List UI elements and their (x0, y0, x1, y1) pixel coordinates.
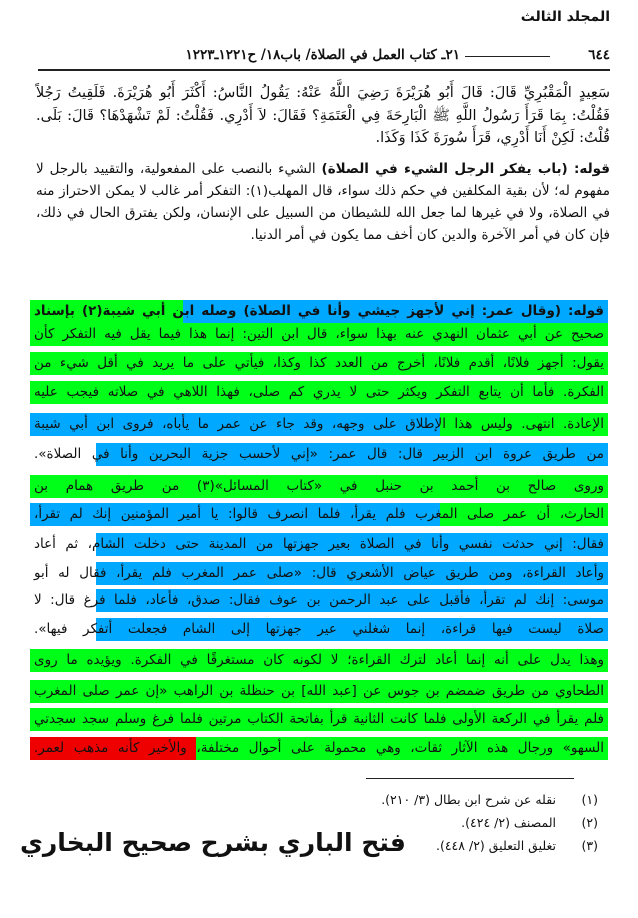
highlighted-line-text: وروى صالح بن أحمد بن حنبل في «كتاب المسائل»(٣) من طريق همام بن (34, 478, 604, 494)
footnote-number: (٣) (581, 838, 598, 853)
highlighted-line (30, 737, 608, 760)
highlighted-line (30, 443, 608, 466)
volume-title: المجلد الثالث (520, 9, 610, 25)
book-title: فتح الباري بشرح صحيح البخاري (20, 828, 406, 857)
highlighted-line-text: يقول: أجهز فلانًا، أقدم فلانًا، أخرج من العدد كذا وكذا، فيأتي على ما يريد في أقل شيء من (34, 355, 604, 371)
highlighted-line-text: الحارث، أن عمر صلى المغرب فلم يقرأ، فلما انصرف قالوا: يا أمير المؤمنين إنك لم تقرأ، (34, 506, 604, 522)
highlighted-line-text: الإعادة. انتهى. وليس هذا الإطلاق على وجهه، وقد جاء عن عمر ما يأباه، فروى ابن أبي شيبة (34, 416, 604, 432)
footnote-item (338, 788, 598, 811)
highlighted-line-text: صلاة ليست فيها قراءة، إنما شغلني عير جهزتها إلى الشام فجعلت أتفكر فيها». (34, 621, 604, 637)
page-number: ٦٤٤ (588, 47, 610, 63)
commentary-intro (36, 158, 610, 246)
highlighted-line-text: وأعاد القراءة، ومن طريق عياض الأشعري قال: «صلى عمر المغرب فلم يقرأ، فقال له أبو (34, 565, 604, 581)
highlighted-line (30, 503, 608, 526)
highlighted-line-text: السهو» ورجال هذه الآثار ثقات، وهي محمولة على أحوال مختلفة، والأخير كأنه مذهب لعمر. (34, 740, 604, 756)
highlighted-line (30, 533, 608, 556)
highlighted-line-text: وهذا يدل على أنه إنما أعاد لترك القراءة؛ لا لكونه كان مستغرقًا في الفكرة. ويؤيده ما روى (34, 652, 604, 668)
highlighted-line (30, 649, 608, 672)
highlighted-line-text: الفكرة. فأما أن يتابع التفكر ويكثر حتى لا يدري كم صلى، فهذا اللاهي في صلاته فيجب عليه (34, 384, 604, 400)
highlighted-line (30, 352, 608, 375)
footnote-text: نقله عن شرح ابن بطال (٣/ ٢١٠). (381, 792, 556, 807)
highlighted-line-text: صحيح عن أبي عثمان النهدي عنه بهذا سواء، قال ابن التين: إنما هذا فيما يقل فيه التفكر كأن (34, 326, 604, 342)
footnote-text: تغليق التعليق (٢/ ٤٤٨). (435, 838, 556, 853)
highlighted-line (30, 562, 608, 585)
chapter-title: ٢١ـ كتاب العمل في الصلاة/ باب١٨/ ح١٢٢١ـ١٢٢٣ (185, 47, 460, 63)
highlighted-line (30, 618, 608, 641)
footnote-number: (٢) (581, 815, 598, 830)
commentary-intro-text: الشيء بالنصب على المفعولية، والتقييد بالرجل لا مفهوم له؛ لأن بقية المكلفين في حكم ذلك سواء، قال المهلب(١): التفكر أمر غالب لا يمكن الاحتراز منه في الصلاة، ولا في غيرها لما جعل الله للشيطان من السبيل على الإنسان، ولكن يفترق الحال في ذلك، فإن كان في أمر الآخرة والدين كان أخف مما يكون في أمر الدنيا. (36, 161, 610, 243)
commentary-lead: قوله: (باب يفكر الرجل الشيء في الصلاة) (321, 161, 610, 177)
highlighted-line (30, 589, 608, 612)
footnote-text: المصنف (٢/ ٤٢٤). (461, 815, 556, 830)
highlighted-line-text: فقال: إني حدثت نفسي وأنا في الصلاة بعير جهزتها من المدينة حتى دخلت الشام، ثم أعاد (34, 536, 604, 552)
highlighted-line-text: الطحاوي من طريق ضمضم بن جوس عن [عبد الله] بن حنظلة بن الراهب «إن عمر صلى المغرب (34, 683, 604, 699)
highlighted-line (30, 708, 608, 731)
footnote-number: (١) (581, 792, 598, 807)
highlighted-line (30, 413, 608, 436)
highlighted-line-text: قوله: (وقال عمر: إني لأجهز جيشي وأنا في الصلاة) وصله ابن أبي شيبة(٢) بإسناد (34, 303, 604, 319)
highlighted-line (30, 680, 608, 703)
footnote-rule (366, 778, 574, 779)
highlighted-line-text: فلم يقرأ في الركعة الأولى فلما كانت الثانية قرأ بفاتحة الكتاب مرتين فلما فرغ وسلم سجد سجدتي (34, 711, 604, 727)
running-head (38, 47, 610, 71)
hadith-text: سَعِيدٍ الْمَقْبُرِيِّ قَالَ: قَالَ أَبُو هُرَيْرَةَ رَضِيَ اللَّهُ عَنْهُ: يَقُولُ النَّاسُ: أَكْثَرَ أَبُو هُرَيْرَةَ. فَلَقِيتُ رَجُلاً فَقُلْتُ: بِمَا قَرَأَ رَسُولُ اللَّهِ ﷺ الْبَارِحَةَ فِي الْعَتَمَةِ؟ فَقَالَ: لاَ أَدْرِي. فَقُلْتُ: لَمْ تَشْهَدْهَا؟ قَالَ: بَلَى. قُلْتُ: لَكِنْ أَنَا أَدْرِي، قَرَأَ سُورَةَ كَذَا وَكَذَا. (36, 85, 610, 146)
highlighted-line-text: موسى: إنك لم تقرأ، فأقبل على عبد الرحمن بن عوف فقال: صدق، فأعاد، فلما فرغ قال: لا (34, 592, 604, 608)
highlighted-line (30, 475, 608, 498)
highlighted-commentary (30, 300, 608, 768)
highlighted-line (30, 323, 608, 346)
chapter-rule (465, 56, 550, 57)
highlighted-line (30, 381, 608, 404)
highlighted-line (30, 300, 608, 323)
highlighted-line-text: من طريق عروة ابن الزبير قال: قال عمر: «إني لأحسب جزية البحرين وأنا في الصلاة». (34, 446, 604, 462)
